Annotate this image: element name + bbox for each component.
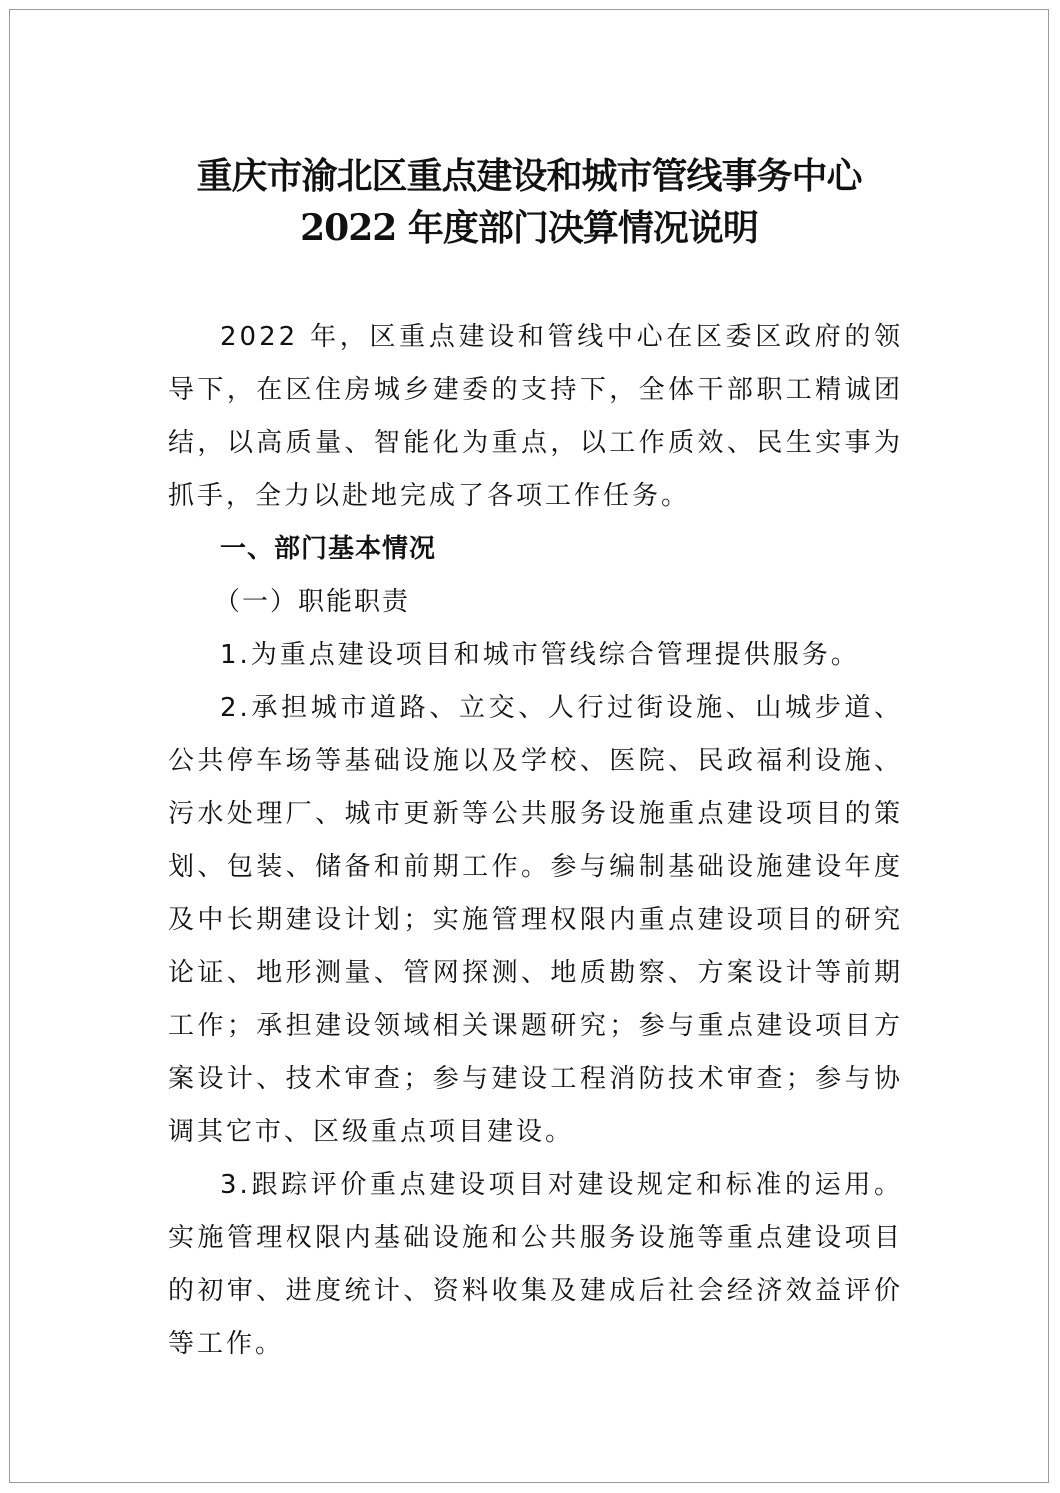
section-heading: 一、部门基本情况: [220, 534, 437, 564]
duty-item-2: 2.承担城市道路、立交、人行过街设施、山城步道、公共停车场等基础设施以及学校、医院、民政福利设施、污水处理厂、城市更新等公共服务设施重点建设项目的策划、包装、储备和前期工作。参与编制基础设施建设年度及中长期建设计划；实施管理权限内重点建设项目的研究论证、地形测量、管网探测、地质勘察、方案设计等前期工作；承担建设领域相关课题研究；参与重点建设项目方案设计、技术审查；参与建设工程消防技术审查；参与协调其它市、区级重点项目建设。: [168, 693, 903, 1147]
document-title-line-1: 重庆市渝北区重点建设和城市管线事务中心: [196, 155, 862, 197]
document-page: [9, 9, 1049, 1483]
duty-item-1: 1.为重点建设项目和城市管线综合管理提供服务。: [220, 640, 860, 670]
intro-paragraph: 2022 年，区重点建设和管线中心在区委区政府的领导下，在区住房城乡建委的支持下，全体干部职工精诚团结，以高质量、智能化为重点，以工作质效、民生实事为抓手，全力以赴地完成了各项工作任务。: [168, 322, 903, 511]
document-title-line-2: 2022 年度部门决算情况说明: [300, 207, 758, 249]
duty-item-3: 3.跟踪评价重点建设项目对建设规定和标准的运用。实施管理权限内基础设施和公共服务设施等重点建设项目的初审、进度统计、资料收集及建成后社会经济效益评价等工作。: [168, 1170, 903, 1359]
document-body: [168, 311, 903, 1371]
subsection-heading: （一）职能职责: [214, 587, 411, 617]
